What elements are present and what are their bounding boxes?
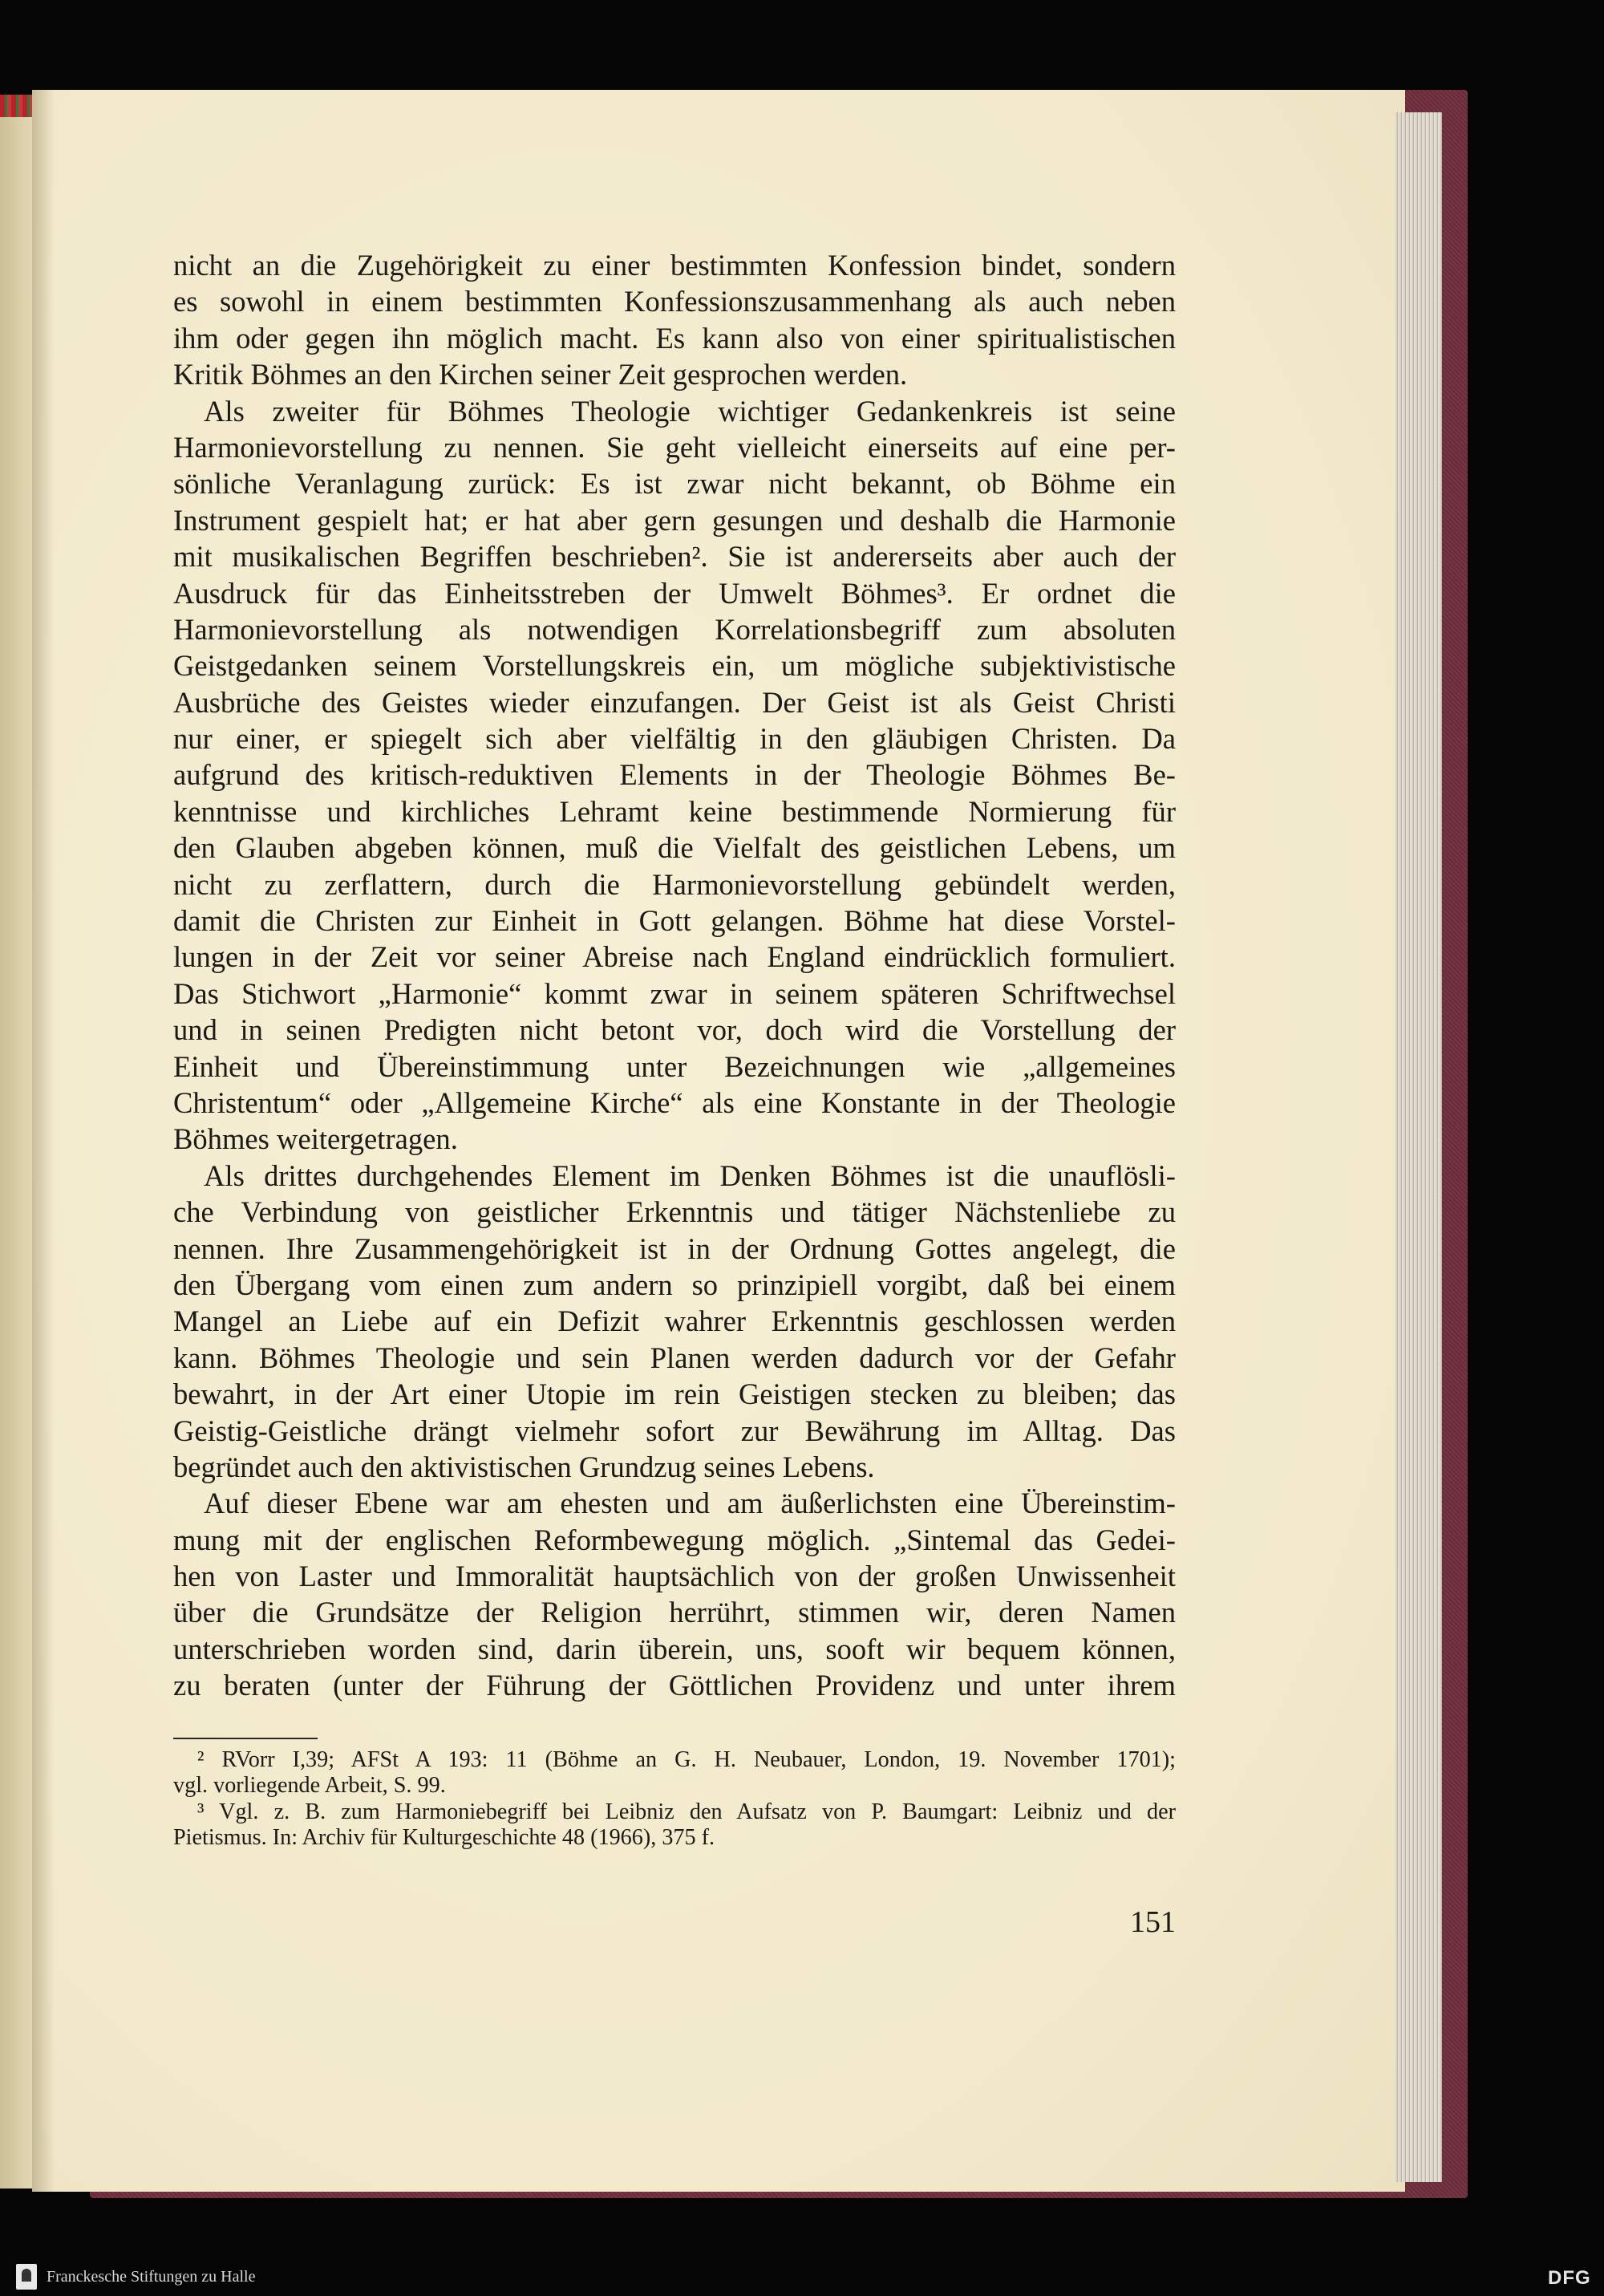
page-stack-edges <box>1395 112 1442 2182</box>
body-line: nicht zu zerflattern, durch die Harmonievorstellung gebündelt werden, <box>173 867 1176 901</box>
body-line: Harmonievorstellung zu nennen. Sie geht vielleicht einerseits auf eine per- <box>173 430 1176 464</box>
body-line: den Glauben abgeben können, muß die Vielfalt des geistlichen Lebens, um <box>173 831 1176 865</box>
body-line: Das Stichwort „Harmonie“ kommt zwar in seinem späteren Schriftwechsel <box>173 976 1176 1010</box>
body-line: lungen in der Zeit vor seiner Abreise nach England eindrücklich formuliert. <box>173 940 1176 974</box>
body-line: Als zweiter für Böhmes Theologie wichtiger Gedankenkreis ist seine <box>204 394 1176 428</box>
body-line: sönliche Veranlagung zurück: Es ist zwar nicht bekannt, ob Böhme ein <box>173 467 1176 501</box>
body-line: Mangel an Liebe auf ein Defizit wahrer Erkenntnis geschlossen werden <box>173 1304 1176 1338</box>
footnote-line: ³ Vgl. z. B. zum Harmoniebegriff bei Leibniz den Aufsatz von P. Baumgart: Leibniz und der <box>197 1799 1176 1824</box>
body-line: nur einer, er spiegelt sich aber vielfältig in den gläubigen Christen. Da <box>173 722 1176 756</box>
body-line: Als drittes durchgehendes Element im Denken Böhmes ist die unauflösli- <box>204 1158 1176 1192</box>
body-line: Instrument gespielt hat; er hat aber gern gesungen und deshalb die Harmonie <box>173 503 1176 537</box>
body-line: mung mit der englischen Reformbewegung möglich. „Sintemal das Gedei- <box>173 1523 1176 1556</box>
body-line: aufgrund des kritisch-reduktiven Elements in der Theologie Böhmes Be- <box>173 758 1176 792</box>
body-line: Christentum“ oder „Allgemeine Kirche“ als eine Konstante in der Theologie <box>173 1085 1176 1119</box>
institution-logo-icon <box>16 2264 37 2290</box>
body-line: bewahrt, in der Art einer Utopie im rein Geistigen stecken zu bleiben; das <box>173 1377 1176 1411</box>
body-line: und in seinen Predigten nicht betont vor, doch wird die Vorstellung der <box>173 1013 1176 1047</box>
body-line: Geistig-Geistliche drängt vielmehr sofort zur Bewährung im Alltag. Das <box>173 1414 1176 1447</box>
body-line: Ausbrüche des Geistes wieder einzufangen. Der Geist ist als Geist Christi <box>173 685 1176 719</box>
body-line: Böhmes weitergetragen. <box>173 1122 458 1156</box>
body-line: begründet auch den aktivistischen Grundzug seines Lebens. <box>173 1450 875 1483</box>
footnote-line: Pietismus. In: Archiv für Kulturgeschichte 48 (1966), 375 f. <box>173 1825 715 1851</box>
body-line: kann. Böhmes Theologie und sein Planen werden dadurch vor der Gefahr <box>173 1341 1176 1374</box>
footnote-separator <box>173 1738 318 1739</box>
body-line: es sowohl in einem bestimmten Konfessionszusammenhang als auch neben <box>173 285 1176 318</box>
footnotes <box>173 1747 1176 1852</box>
body-line: unterschrieben worden sind, darin überein, uns, sooft wir bequem können, <box>173 1632 1176 1665</box>
dfg-badge: DFG <box>1548 2267 1591 2289</box>
footnote-line: vgl. vorliegende Arbeit, S. 99. <box>173 1773 446 1799</box>
body-line: mit musikalischen Begriffen beschrieben². Sie ist andererseits aber auch der <box>173 540 1176 574</box>
body-line: Geistgedanken seinem Vorstellungskreis ein, um mögliche subjektivistische <box>173 649 1176 683</box>
institution-name: Franckesche Stiftungen zu Halle <box>47 2268 256 2286</box>
body-line: kenntnisse und kirchliches Lehramt keine bestimmende Normierung für <box>173 794 1176 828</box>
body-line: Kritik Böhmes an den Kirchen seiner Zeit gesprochen werden. <box>173 358 908 391</box>
body-text <box>173 247 1176 1704</box>
body-line: nennen. Ihre Zusammengehörigkeit ist in der Ordnung Gottes angelegt, die <box>173 1231 1176 1265</box>
body-line: Einheit und Übereinstimmung unter Bezeichnungen wie „allgemeines <box>173 1049 1176 1083</box>
body-line: zu beraten (unter der Führung der Göttlichen Providenz und unter ihrem <box>173 1669 1176 1702</box>
body-line: Auf dieser Ebene war am ehesten und am äußerlichsten eine Übereinstim- <box>204 1487 1176 1520</box>
body-line: ihm oder gegen ihn möglich macht. Es kann also von einer spiritualistischen <box>173 321 1176 355</box>
body-line: che Verbindung von geistlicher Erkenntnis und tätiger Nächstenliebe zu <box>173 1195 1176 1229</box>
body-line: nicht an die Zugehörigkeit zu einer bestimmten Konfession bindet, sondern <box>173 249 1176 282</box>
body-line: über die Grundsätze der Religion herrührt, stimmen wir, deren Namen <box>173 1596 1176 1629</box>
footnote-line: ² RVorr I,39; AFSt A 193: 11 (Böhme an G. H. Neubauer, London, 19. November 1701); <box>197 1747 1176 1772</box>
body-line: hen von Laster und Immoralität hauptsächlich von der großen Unwissenheit <box>173 1560 1176 1593</box>
body-line: Harmonievorstellung als notwendigen Korrelationsbegriff zum absoluten <box>173 612 1176 646</box>
body-line: Ausdruck für das Einheitsstreben der Umwelt Böhmes³. Er ordnet die <box>173 576 1176 610</box>
body-line: den Übergang vom einen zum andern so prinzipiell vorgibt, daß bei einem <box>173 1268 1176 1301</box>
body-line: damit die Christen zur Einheit in Gott gelangen. Böhme hat diese Vorstel- <box>173 904 1176 938</box>
page-number: 151 <box>1130 1905 1176 1939</box>
page-gutter-shadow <box>32 90 55 2192</box>
